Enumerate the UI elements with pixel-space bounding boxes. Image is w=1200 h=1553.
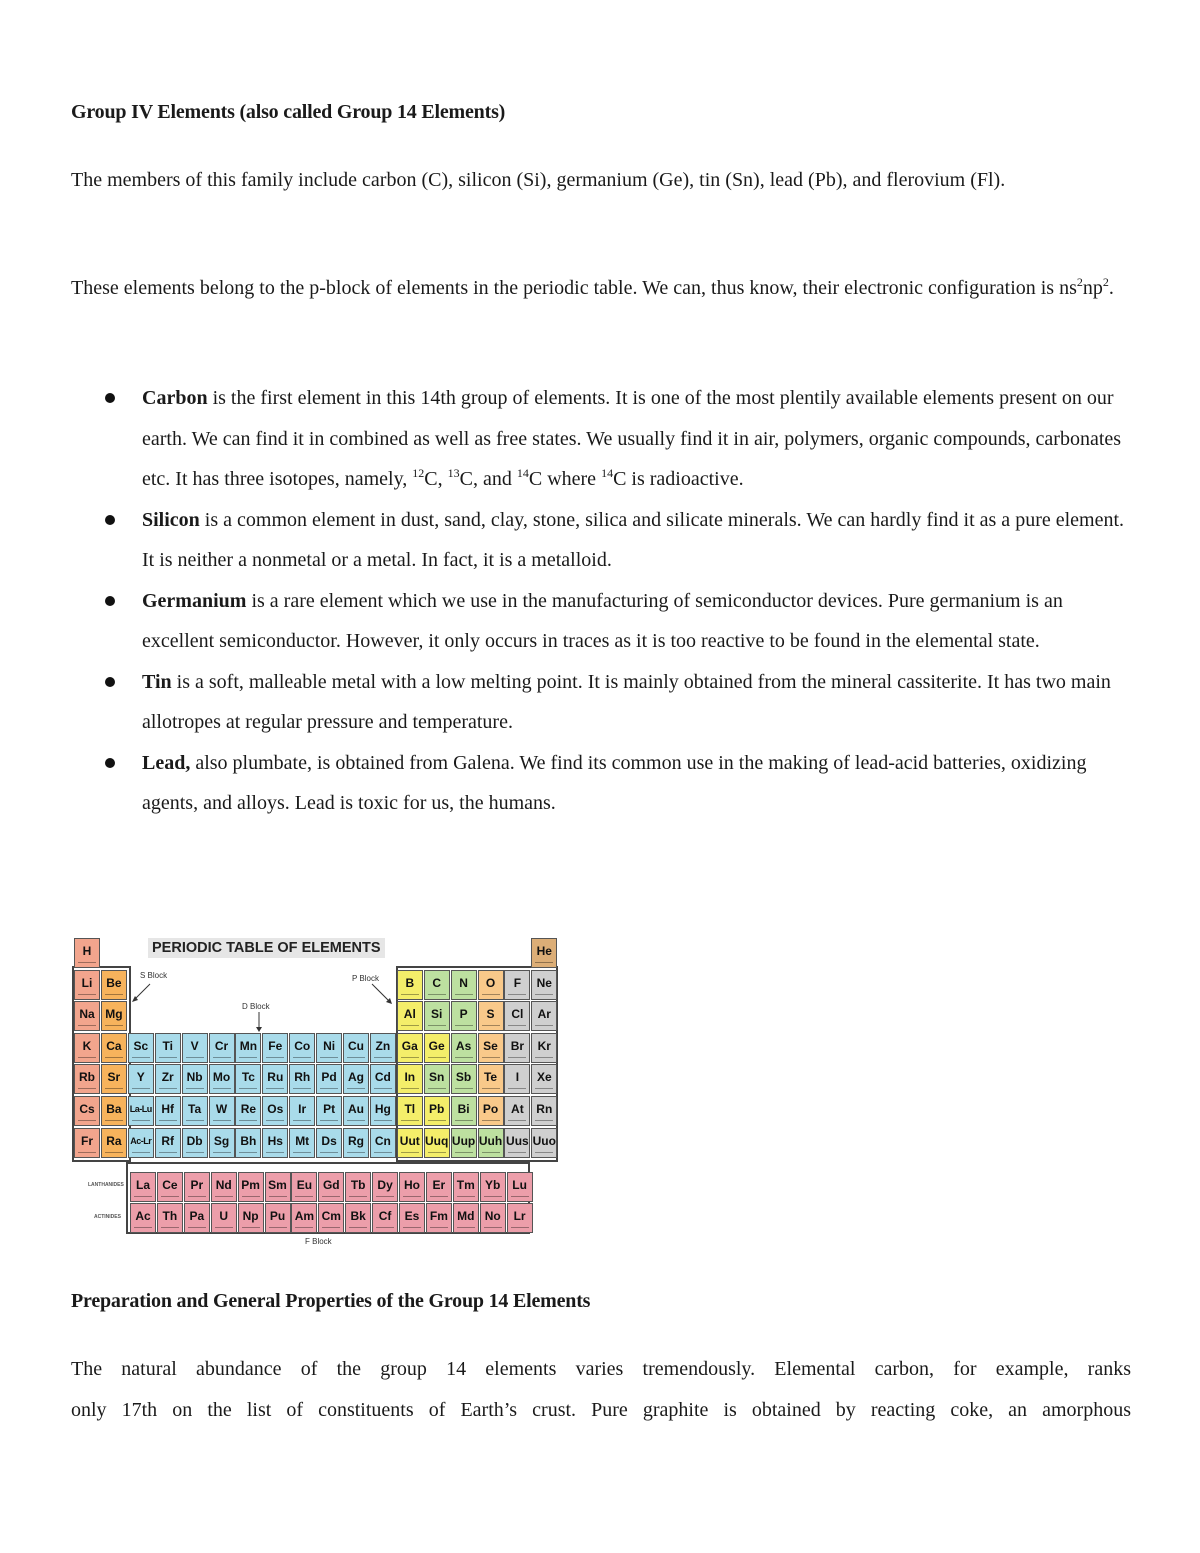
carbon-c2: C, and — [459, 468, 517, 490]
element-cell-ta: Ta — [182, 1096, 208, 1126]
element-cell-cf: Cf — [372, 1203, 398, 1233]
element-detail-line — [186, 1152, 204, 1153]
element-cell-mt: Mt — [289, 1128, 315, 1158]
element-cell-uuo: Uuo — [531, 1128, 557, 1158]
element-detail-line — [213, 1088, 231, 1089]
element-detail-line — [186, 1088, 204, 1089]
bullet-icon — [105, 677, 115, 687]
element-cell-yb: Yb — [480, 1172, 506, 1202]
bullet-icon — [105, 758, 115, 768]
element-detail-line — [78, 1152, 96, 1153]
element-cell-rg: Rg — [343, 1128, 369, 1158]
element-detail-line — [132, 1057, 150, 1058]
element-detail-line — [535, 1152, 553, 1153]
element-cell-cs: Cs — [74, 1096, 100, 1126]
element-cell-pr: Pr — [184, 1172, 210, 1202]
element-cell-sn: Sn — [424, 1064, 450, 1094]
element-cell-cu: Cu — [343, 1033, 369, 1063]
element-detail-line — [78, 1057, 96, 1058]
element-cell-ru: Ru — [262, 1064, 288, 1094]
page-title: Group IV Elements (also called Group 14 Elements) — [71, 101, 506, 123]
element-cell-na: Na — [74, 1001, 100, 1031]
element-detail-line — [215, 1227, 233, 1228]
element-cell-ga: Ga — [397, 1033, 423, 1063]
element-cell-pm: Pm — [238, 1172, 264, 1202]
list-item-tin — [71, 662, 1131, 743]
element-cell-lu: Lu — [507, 1172, 533, 1202]
element-detail-line — [401, 994, 419, 995]
element-detail-line — [78, 1025, 96, 1026]
element-detail-line — [508, 1025, 526, 1026]
pblock-end: . — [1108, 277, 1114, 299]
element-detail-line — [482, 1057, 500, 1058]
element-cell-cr: Cr — [209, 1033, 235, 1063]
element-detail-line — [428, 1057, 446, 1058]
element-cell-te: Te — [478, 1064, 504, 1094]
element-detail-line — [430, 1196, 448, 1197]
element-detail-line — [455, 1025, 473, 1026]
element-detail-line — [105, 1152, 123, 1153]
element-detail-line — [535, 994, 553, 995]
element-cell-mg: Mg — [101, 1001, 127, 1031]
element-detail-line — [132, 1152, 150, 1153]
carbon-c4: C is radioactive. — [613, 468, 744, 490]
element-detail-line — [508, 1152, 526, 1153]
element-cell-uuq: Uuq — [424, 1128, 450, 1158]
carbon-text: is the first element in this 14th group of elements. It is one of the most plentily available elements present on our earth. We can find it in combined as well as free states. We usually find it in air, polymers, organic compounds, carbonates etc. It has three isotopes, namely, — [142, 387, 1122, 490]
element-detail-line — [213, 1057, 231, 1058]
element-cell-i: I — [504, 1064, 530, 1094]
element-detail-line — [374, 1120, 392, 1121]
element-cell-be: Be — [101, 970, 127, 1000]
element-cell-sm: Sm — [265, 1172, 291, 1202]
element-detail-line — [159, 1057, 177, 1058]
list-item-lead — [71, 743, 1131, 824]
element-cell-si: Si — [424, 1001, 450, 1031]
element-detail-line — [105, 1120, 123, 1121]
isotope-14b: 14 — [601, 466, 614, 480]
element-detail-line — [188, 1196, 206, 1197]
element-detail-line — [347, 1152, 365, 1153]
abundance-line-2: only 17th on the list of constituents of Earth’s crust. Pure graphite is obtained by reacting coke, an amorphous — [71, 1399, 1131, 1421]
element-cell-pb: Pb — [424, 1096, 450, 1126]
element-detail-line — [269, 1227, 287, 1228]
element-detail-line — [376, 1196, 394, 1197]
periodic-table-title: PERIODIC TABLE OF ELEMENTS — [148, 938, 385, 958]
element-cell-fe: Fe — [262, 1033, 288, 1063]
element-detail-line — [511, 1227, 529, 1228]
element-detail-line — [293, 1152, 311, 1153]
element-detail-line — [239, 1120, 257, 1121]
element-cell-k: K — [74, 1033, 100, 1063]
element-detail-line — [428, 1152, 446, 1153]
element-cell-pt: Pt — [316, 1096, 342, 1126]
carbon-c1: C, — [424, 468, 448, 490]
element-cell-ag: Ag — [343, 1064, 369, 1094]
element-cell-o: O — [478, 970, 504, 1000]
element-detail-line — [266, 1057, 284, 1058]
lanthanides-label: LANTHANIDES — [88, 1182, 124, 1188]
element-detail-line — [401, 1025, 419, 1026]
element-cell-bi: Bi — [451, 1096, 477, 1126]
element-cell-np: Np — [238, 1203, 264, 1233]
term-carbon: Carbon — [142, 387, 208, 409]
element-cell-kr: Kr — [531, 1033, 557, 1063]
element-detail-line — [188, 1227, 206, 1228]
bullet-icon — [105, 596, 115, 606]
element-cell-lr: Lr — [507, 1203, 533, 1233]
element-cell-rh: Rh — [289, 1064, 315, 1094]
element-cell-po: Po — [478, 1096, 504, 1126]
element-detail-line — [457, 1196, 475, 1197]
element-cell-eu: Eu — [291, 1172, 317, 1202]
silicon-text: is a common element in dust, sand, clay, stone, silica and silicate minerals. We can hardly find it as a pure element. It is neither a nonmetal or a metal. In fact, it is a metalloid. — [142, 508, 1125, 571]
element-detail-line — [349, 1196, 367, 1197]
element-detail-line — [215, 1196, 233, 1197]
element-detail-line — [428, 1088, 446, 1089]
element-cell-sb: Sb — [451, 1064, 477, 1094]
element-cell-fm: Fm — [426, 1203, 452, 1233]
s-block-arrowhead — [132, 996, 138, 1002]
element-cell-rf: Rf — [155, 1128, 181, 1158]
element-detail-line — [401, 1120, 419, 1121]
pblock-np: np — [1082, 277, 1103, 299]
element-cell-xe: Xe — [531, 1064, 557, 1094]
element-detail-line — [401, 1057, 419, 1058]
element-detail-line — [320, 1088, 338, 1089]
element-detail-line — [455, 1057, 473, 1058]
element-cell-th: Th — [157, 1203, 183, 1233]
element-detail-line — [403, 1227, 421, 1228]
d-block-label: D Block — [242, 1002, 270, 1011]
element-detail-line — [508, 994, 526, 995]
element-cell-sr: Sr — [101, 1064, 127, 1094]
element-cell-c: C — [424, 970, 450, 1000]
element-cell-hs: Hs — [262, 1128, 288, 1158]
element-detail-line — [376, 1227, 394, 1228]
element-detail-line — [535, 962, 553, 963]
element-cell-br: Br — [504, 1033, 530, 1063]
element-cell-he: He — [531, 938, 557, 968]
s-block-arrow — [134, 984, 150, 1000]
element-detail-line — [403, 1196, 421, 1197]
isotope-14: 14 — [516, 466, 529, 480]
element-cell-cd: Cd — [370, 1064, 396, 1094]
element-cell-la: La — [130, 1172, 156, 1202]
element-cell-uuh: Uuh — [478, 1128, 504, 1158]
element-cell-pa: Pa — [184, 1203, 210, 1233]
element-detail-line — [511, 1196, 529, 1197]
element-cell-re: Re — [235, 1096, 261, 1126]
element-detail-line — [374, 1088, 392, 1089]
element-cell-uup: Uup — [451, 1128, 477, 1158]
element-detail-line — [266, 1120, 284, 1121]
element-cell-tb: Tb — [345, 1172, 371, 1202]
element-detail-line — [428, 994, 446, 995]
p-block-arrow — [372, 984, 390, 1002]
element-detail-line — [535, 1057, 553, 1058]
element-detail-line — [428, 1025, 446, 1026]
lead-text: also plumbate, is obtained from Galena. We find its common use in the making of lead-acid batteries, oxidizing agents, and alloys. Lead is toxic for us, the humans. — [142, 751, 1087, 814]
element-cell-uut: Uut — [397, 1128, 423, 1158]
element-cell-la-lu: La-Lu — [128, 1096, 154, 1126]
element-cell-v: V — [182, 1033, 208, 1063]
element-cell-bh: Bh — [235, 1128, 261, 1158]
element-cell-bk: Bk — [345, 1203, 371, 1233]
element-cell-ac-lr: Ac-Lr — [128, 1128, 154, 1158]
element-detail-line — [349, 1227, 367, 1228]
element-cell-b: B — [397, 970, 423, 1000]
isotope-13: 13 — [447, 466, 460, 480]
element-cell-db: Db — [182, 1128, 208, 1158]
element-detail-line — [159, 1152, 177, 1153]
term-germanium: Germanium — [142, 589, 247, 612]
element-cell-no: No — [480, 1203, 506, 1233]
element-cell-y: Y — [128, 1064, 154, 1094]
element-cell-os: Os — [262, 1096, 288, 1126]
term-silicon: Silicon — [142, 508, 200, 531]
element-detail-line — [430, 1227, 448, 1228]
element-cell-nd: Nd — [211, 1172, 237, 1202]
element-detail-line — [159, 1088, 177, 1089]
element-cell-cm: Cm — [318, 1203, 344, 1233]
element-detail-line — [134, 1196, 152, 1197]
element-cell-tc: Tc — [235, 1064, 261, 1094]
element-detail-line — [105, 1025, 123, 1026]
element-detail-line — [455, 994, 473, 995]
element-detail-line — [347, 1088, 365, 1089]
element-detail-line — [242, 1227, 260, 1228]
element-cell-mn: Mn — [235, 1033, 261, 1063]
element-cell-ni: Ni — [316, 1033, 342, 1063]
element-detail-line — [374, 1057, 392, 1058]
element-detail-line — [78, 962, 96, 963]
element-detail-line — [482, 1120, 500, 1121]
element-detail-line — [186, 1057, 204, 1058]
element-cell-zr: Zr — [155, 1064, 181, 1094]
bullet-icon — [105, 515, 115, 525]
element-cell-er: Er — [426, 1172, 452, 1202]
element-detail-line — [269, 1196, 287, 1197]
element-detail-line — [428, 1120, 446, 1121]
element-detail-line — [213, 1120, 231, 1121]
germanium-text: is a rare element which we use in the manufacturing of semiconductor devices. Pure germanium is an excellent semiconductor. However, it only occurs in traces as it is too reactive to be found in the elemental state. — [142, 589, 1063, 652]
element-cell-mo: Mo — [209, 1064, 235, 1094]
element-detail-line — [132, 1088, 150, 1089]
pblock-superscript-1: 2 — [1076, 275, 1083, 289]
element-cell-pu: Pu — [265, 1203, 291, 1233]
element-cell-hf: Hf — [155, 1096, 181, 1126]
element-cell-ac: Ac — [130, 1203, 156, 1233]
element-detail-line — [482, 1025, 500, 1026]
element-detail-line — [293, 1088, 311, 1089]
element-detail-line — [134, 1227, 152, 1228]
element-cell-al: Al — [397, 1001, 423, 1031]
element-cell-ba: Ba — [101, 1096, 127, 1126]
list-item-carbon — [71, 378, 1131, 500]
element-detail-line — [322, 1196, 340, 1197]
element-detail-line — [455, 1120, 473, 1121]
element-cell-cn: Cn — [370, 1128, 396, 1158]
element-cell-ce: Ce — [157, 1172, 183, 1202]
element-detail-line — [535, 1120, 553, 1121]
element-cell-ti: Ti — [155, 1033, 181, 1063]
element-detail-line — [401, 1088, 419, 1089]
element-detail-line — [322, 1227, 340, 1228]
p-block-label: P Block — [352, 974, 379, 983]
element-detail-line — [295, 1227, 313, 1228]
carbon-c3: C where — [528, 468, 602, 490]
element-cell-md: Md — [453, 1203, 479, 1233]
element-cell-ar: Ar — [531, 1001, 557, 1031]
element-cell-ge: Ge — [424, 1033, 450, 1063]
element-cell-gd: Gd — [318, 1172, 344, 1202]
list-item-silicon — [71, 500, 1131, 581]
element-detail-line — [401, 1152, 419, 1153]
element-cell-ir: Ir — [289, 1096, 315, 1126]
periodic-table-figure — [72, 932, 560, 1250]
element-detail-line — [242, 1196, 260, 1197]
element-detail-line — [482, 994, 500, 995]
element-detail-line — [105, 1057, 123, 1058]
element-cell-tl: Tl — [397, 1096, 423, 1126]
element-cell-hg: Hg — [370, 1096, 396, 1126]
element-cell-es: Es — [399, 1203, 425, 1233]
element-cell-dy: Dy — [372, 1172, 398, 1202]
element-cell-sg: Sg — [209, 1128, 235, 1158]
element-detail-line — [161, 1196, 179, 1197]
element-detail-line — [161, 1227, 179, 1228]
element-cell-au: Au — [343, 1096, 369, 1126]
actinides-label: ACTINIDES — [94, 1214, 121, 1220]
element-detail-line — [455, 1152, 473, 1153]
element-detail-line — [374, 1152, 392, 1153]
term-lead: Lead, — [142, 751, 191, 774]
element-cell-rn: Rn — [531, 1096, 557, 1126]
term-tin: Tin — [142, 670, 172, 693]
element-detail-line — [213, 1152, 231, 1153]
element-detail-line — [482, 1152, 500, 1153]
element-cell-ne: Ne — [531, 970, 557, 1000]
element-detail-line — [535, 1088, 553, 1089]
element-cell-f: F — [504, 970, 530, 1000]
element-detail-line — [295, 1196, 313, 1197]
element-cell-co: Co — [289, 1033, 315, 1063]
element-detail-line — [132, 1120, 150, 1121]
section-heading: Preparation and General Properties of the Group 14 Elements — [71, 1290, 591, 1312]
element-detail-line — [105, 1088, 123, 1089]
element-cell-se: Se — [478, 1033, 504, 1063]
element-cell-li: Li — [74, 970, 100, 1000]
abundance-line-1: The natural abundance of the group 14 elements varies tremendously. Elemental carbon, for example, ranks — [71, 1358, 1131, 1380]
element-cell-u: U — [211, 1203, 237, 1233]
s-block-label: S Block — [140, 971, 168, 980]
list-item-germanium — [71, 581, 1131, 662]
element-cell-ca: Ca — [101, 1033, 127, 1063]
element-cell-ho: Ho — [399, 1172, 425, 1202]
element-detail-line — [320, 1057, 338, 1058]
element-detail-line — [508, 1120, 526, 1121]
element-cell-at: At — [504, 1096, 530, 1126]
element-detail-line — [78, 1088, 96, 1089]
element-detail-line — [484, 1227, 502, 1228]
element-cell-am: Am — [291, 1203, 317, 1233]
element-detail-line — [347, 1120, 365, 1121]
element-detail-line — [320, 1120, 338, 1121]
element-detail-line — [320, 1152, 338, 1153]
element-detail-line — [105, 994, 123, 995]
element-detail-line — [159, 1120, 177, 1121]
element-cell-sc: Sc — [128, 1033, 154, 1063]
element-cell-as: As — [451, 1033, 477, 1063]
element-cell-p: P — [451, 1001, 477, 1031]
element-detail-line — [78, 994, 96, 995]
element-detail-line — [266, 1088, 284, 1089]
pblock-text: These elements belong to the p-block of elements in the periodic table. We can, thus know, their electronic configuration is ns — [71, 277, 1077, 299]
element-detail-line — [293, 1120, 311, 1121]
d-block-arrowhead — [256, 1027, 262, 1032]
element-cell-ra: Ra — [101, 1128, 127, 1158]
element-cell-cl: Cl — [504, 1001, 530, 1031]
element-cell-w: W — [209, 1096, 235, 1126]
element-detail-line — [266, 1152, 284, 1153]
element-cell-fr: Fr — [74, 1128, 100, 1158]
element-cell-h: H — [74, 938, 100, 968]
element-detail-line — [457, 1227, 475, 1228]
element-detail-line — [239, 1152, 257, 1153]
bullet-icon — [105, 393, 115, 403]
element-detail-line — [347, 1057, 365, 1058]
element-detail-line — [484, 1196, 502, 1197]
element-cell-n: N — [451, 970, 477, 1000]
pblock-paragraph — [71, 268, 1131, 309]
element-cell-uus: Uus — [504, 1128, 530, 1158]
element-detail-line — [535, 1025, 553, 1026]
element-detail-line — [455, 1088, 473, 1089]
element-detail-line — [239, 1057, 257, 1058]
element-detail-line — [239, 1088, 257, 1089]
element-detail-line — [482, 1088, 500, 1089]
tin-text: is a soft, malleable metal with a low melting point. It is mainly obtained from the mineral cassiterite. It has two main allotropes at regular pressure and temperature. — [142, 670, 1111, 733]
element-bullet-list — [71, 378, 1131, 824]
element-cell-nb: Nb — [182, 1064, 208, 1094]
element-cell-rb: Rb — [74, 1064, 100, 1094]
element-cell-pd: Pd — [316, 1064, 342, 1094]
f-block-label: F Block — [305, 1237, 332, 1246]
members-paragraph: The members of this family include carbon (C), silicon (Si), germanium (Ge), tin (Sn), lead (Pb), and flerovium (Fl). — [71, 169, 1006, 191]
p-block-arrowhead — [386, 998, 392, 1004]
element-cell-ds: Ds — [316, 1128, 342, 1158]
element-cell-in: In — [397, 1064, 423, 1094]
element-detail-line — [78, 1120, 96, 1121]
element-detail-line — [186, 1120, 204, 1121]
element-detail-line — [293, 1057, 311, 1058]
element-cell-tm: Tm — [453, 1172, 479, 1202]
element-cell-s: S — [478, 1001, 504, 1031]
pblock-superscript-2: 2 — [1102, 275, 1109, 289]
element-cell-zn: Zn — [370, 1033, 396, 1063]
element-detail-line — [508, 1057, 526, 1058]
element-detail-line — [508, 1088, 526, 1089]
isotope-12: 12 — [412, 466, 425, 480]
